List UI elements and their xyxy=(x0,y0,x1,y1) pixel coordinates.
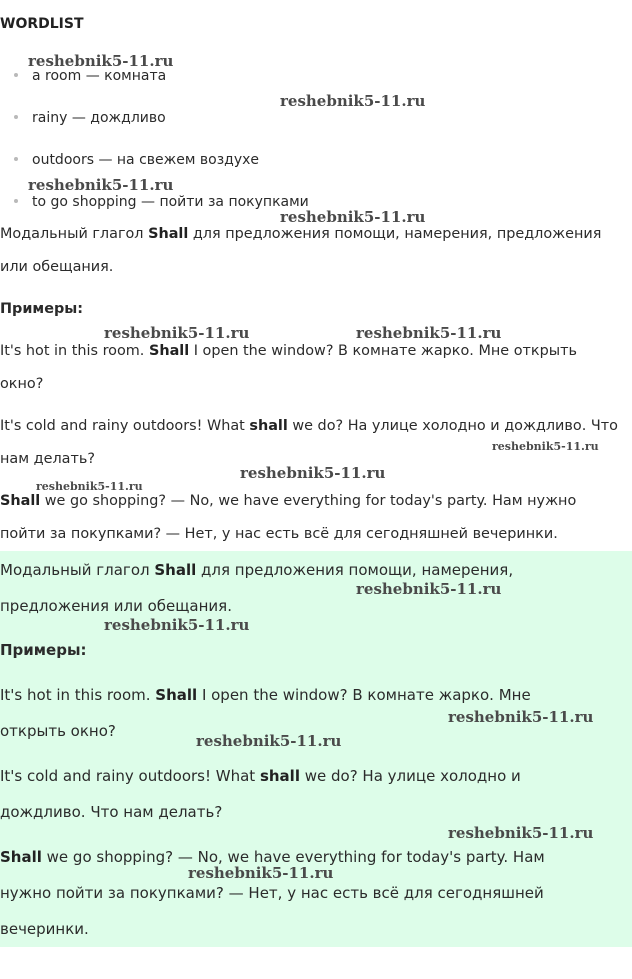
watermark: reshebnik5-11.ru xyxy=(280,92,426,110)
watermark: reshebnik5-11.ru xyxy=(448,824,594,842)
green-example-3-line-2: нужно пойти за покупками? — Нет, у нас есть всё для сегодняшней xyxy=(0,884,544,902)
green-examples-label: Примеры: xyxy=(0,641,87,659)
example-3-line-2: пойти за покупками? — Нет, у нас есть всё для сегодняшней вечеринки. xyxy=(0,526,558,542)
green-example-2-line-2: дождливо. Что нам делать? xyxy=(0,803,223,821)
watermark: reshebnik5-11.ru xyxy=(356,324,502,342)
watermark: reshebnik5-11.ru xyxy=(448,708,594,726)
bullet-icon xyxy=(14,115,18,119)
wordlist-title: WORDLIST xyxy=(0,16,84,32)
examples-label: Примеры: xyxy=(0,301,84,317)
watermark: reshebnik5-11.ru xyxy=(36,480,143,493)
green-rule-text-line-2: предложения или обещания. xyxy=(0,597,232,615)
watermark: reshebnik5-11.ru xyxy=(280,208,426,226)
list-item: to go shopping — пойти за покупками xyxy=(14,194,309,210)
example-2-line-2: нам делать? xyxy=(0,451,95,467)
example-1-line-1: It's hot in this room. Shall I open the window? В комнате жарко. Мне открыть xyxy=(0,343,577,359)
bullet-icon xyxy=(14,157,18,161)
watermark: reshebnik5-11.ru xyxy=(28,52,174,70)
watermark: reshebnik5-11.ru xyxy=(104,616,250,634)
example-2-line-1: It's cold and rainy outdoors! What shall we do? На улице холодно и дождливо. Что xyxy=(0,418,618,434)
watermark: reshebnik5-11.ru xyxy=(492,440,599,453)
bullet-icon xyxy=(14,73,18,77)
watermark: reshebnik5-11.ru xyxy=(196,732,342,750)
example-1-line-2: окно? xyxy=(0,376,44,392)
example-3-line-1: Shall we go shopping? — No, we have everything for today's party. Нам нужно xyxy=(0,493,577,509)
green-example-2-line-1: It's cold and rainy outdoors! What shall we do? На улице холодно и xyxy=(0,767,521,785)
green-example-1-line-1: It's hot in this room. Shall I open the window? В комнате жарко. Мне xyxy=(0,686,531,704)
watermark: reshebnik5-11.ru xyxy=(356,580,502,598)
green-example-3-line-1: Shall we go shopping? — No, we have everything for today's party. Нам xyxy=(0,848,545,866)
bullet-icon xyxy=(14,199,18,203)
watermark: reshebnik5-11.ru xyxy=(188,864,334,882)
rule-text-line-2: или обещания. xyxy=(0,259,114,275)
green-rule-text-line-1: Модальный глагол Shall для предложения помощи, намерения, xyxy=(0,561,514,579)
green-example-3-line-3: вечеринки. xyxy=(0,920,89,938)
watermark: reshebnik5-11.ru xyxy=(240,464,386,482)
rule-text-line-1: Модальный глагол Shall для предложения помощи, намерения, предложения xyxy=(0,226,602,242)
watermark: reshebnik5-11.ru xyxy=(104,324,250,342)
list-item: a room — комната xyxy=(14,68,166,84)
list-item: rainy — дождливо xyxy=(14,110,166,126)
watermark: reshebnik5-11.ru xyxy=(28,176,174,194)
list-item: outdoors — на свежем воздухе xyxy=(14,152,259,168)
green-example-1-line-2: открыть окно? xyxy=(0,722,116,740)
